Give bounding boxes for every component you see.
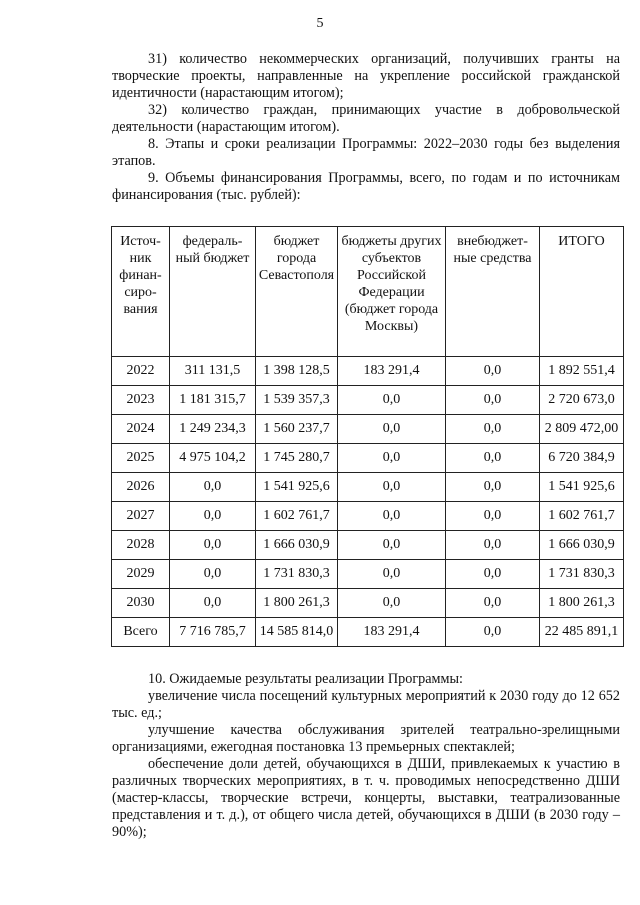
table-cell: 1 602 761,7	[256, 502, 338, 531]
table-cell: 0,0	[446, 502, 540, 531]
table-cell: 22 485 891,1	[540, 618, 624, 647]
header-sevastopol: бюджет города Севастополя	[256, 227, 338, 357]
table-cell: 1 892 551,4	[540, 357, 624, 386]
table-cell: 0,0	[338, 444, 446, 473]
table-row	[112, 502, 624, 531]
table-cell: 0,0	[446, 618, 540, 647]
table-cell: 2028	[112, 531, 170, 560]
table-cell: 0,0	[446, 386, 540, 415]
table-cell: 1 539 357,3	[256, 386, 338, 415]
intro-section	[112, 51, 620, 204]
table-cell: 0,0	[338, 415, 446, 444]
header-other-subjects: бюджеты других субъектов Российской Федерации (бюджет города Москвы)	[338, 227, 446, 357]
result-visits: увеличение числа посещений культурных мероприятий к 2030 году до 12 652 тыс. ед.;	[112, 688, 620, 721]
funding-table-header	[112, 227, 624, 357]
table-cell: 1 731 830,3	[256, 560, 338, 589]
item-32: 32) количество граждан, принимающих участие в добровольческой деятельности (нарастающим итогом).	[112, 102, 620, 135]
table-cell: 0,0	[338, 560, 446, 589]
table-cell: 0,0	[338, 473, 446, 502]
page-number: 5	[316, 16, 324, 31]
table-cell: 1 560 237,7	[256, 415, 338, 444]
table-cell: 1 398 128,5	[256, 357, 338, 386]
table-cell: 2023	[112, 386, 170, 415]
table-cell: 0,0	[446, 560, 540, 589]
item-31: 31) количество некоммерческих организаций, получивших гранты на творческие проекты, направленные на укрепление российской гражданской идентичности (нарастающим итогом);	[112, 51, 620, 101]
table-cell: 2022	[112, 357, 170, 386]
table-cell: 0,0	[170, 531, 256, 560]
table-cell: 1 602 761,7	[540, 502, 624, 531]
table-cell: 0,0	[170, 473, 256, 502]
result-service-quality: улучшение качества обслуживания зрителей театрально-зрелищными организациями, ежегодная постановка 13 премьерных спектаклей;	[112, 722, 620, 755]
result-children-share: обеспечение доли детей, обучающихся в ДШИ, привлекаемых к участию в различных творческих мероприятиях, в т. ч. проводимых непосредственно ДШИ (мастер-классы, творческие встречи, концерты, выставки, театрализованные представления и т. д.), от общего числа детей, обучающихся в ДШИ (в 2030 году – 90%);	[112, 756, 620, 840]
table-cell: 0,0	[446, 589, 540, 618]
table-cell: 311 131,5	[170, 357, 256, 386]
table-cell: 1 800 261,3	[540, 589, 624, 618]
table-cell: 1 666 030,9	[256, 531, 338, 560]
table-cell: 2030	[112, 589, 170, 618]
header-total: ИТОГО	[540, 227, 624, 357]
results-section	[112, 671, 620, 841]
table-cell: 0,0	[338, 589, 446, 618]
table-row	[112, 531, 624, 560]
table-row	[112, 444, 624, 473]
table-row	[112, 473, 624, 502]
table-cell: 183 291,4	[338, 618, 446, 647]
table-cell: 2029	[112, 560, 170, 589]
header-federal: федераль-ный бюджет	[170, 227, 256, 357]
table-cell: 2026	[112, 473, 170, 502]
table-cell: 1 249 234,3	[170, 415, 256, 444]
table-row	[112, 415, 624, 444]
table-cell: 1 800 261,3	[256, 589, 338, 618]
funding-table	[111, 226, 624, 647]
funding-table-body	[112, 357, 624, 647]
table-cell: Всего	[112, 618, 170, 647]
header-source: Источ-ник финан-сиро-вания	[112, 227, 170, 357]
table-cell: 0,0	[338, 386, 446, 415]
table-cell: 0,0	[446, 473, 540, 502]
header-extrabudget: внебюджет-ные средства	[446, 227, 540, 357]
table-cell: 0,0	[338, 531, 446, 560]
table-cell: 0,0	[446, 415, 540, 444]
table-cell: 2024	[112, 415, 170, 444]
table-cell: 6 720 384,9	[540, 444, 624, 473]
table-cell: 0,0	[446, 444, 540, 473]
table-cell: 0,0	[446, 531, 540, 560]
table-row-total	[112, 618, 624, 647]
table-cell: 0,0	[446, 357, 540, 386]
table-cell: 0,0	[170, 560, 256, 589]
table-cell: 2 720 673,0	[540, 386, 624, 415]
table-cell: 14 585 814,0	[256, 618, 338, 647]
table-cell: 0,0	[170, 502, 256, 531]
table-cell: 1 181 315,7	[170, 386, 256, 415]
table-cell: 1 541 925,6	[256, 473, 338, 502]
table-cell: 2025	[112, 444, 170, 473]
section-9-funding: 9. Объемы финансирования Программы, всего, по годам и по источникам финансирования (тыс. рублей):	[112, 170, 620, 203]
table-row	[112, 357, 624, 386]
table-cell: 1 541 925,6	[540, 473, 624, 502]
table-cell: 183 291,4	[338, 357, 446, 386]
table-cell: 2027	[112, 502, 170, 531]
table-cell: 1 731 830,3	[540, 560, 624, 589]
table-cell: 7 716 785,7	[170, 618, 256, 647]
table-cell: 2 809 472,00	[540, 415, 624, 444]
table-cell: 0,0	[170, 589, 256, 618]
table-cell: 0,0	[338, 502, 446, 531]
table-cell: 4 975 104,2	[170, 444, 256, 473]
section-10-title: 10. Ожидаемые результаты реализации Программы:	[148, 671, 463, 687]
table-row	[112, 386, 624, 415]
table-cell: 1 666 030,9	[540, 531, 624, 560]
table-row	[112, 589, 624, 618]
table-row	[112, 560, 624, 589]
table-cell: 1 745 280,7	[256, 444, 338, 473]
section-8-stages: 8. Этапы и сроки реализации Программы: 2022–2030 годы без выделения этапов.	[112, 136, 620, 169]
